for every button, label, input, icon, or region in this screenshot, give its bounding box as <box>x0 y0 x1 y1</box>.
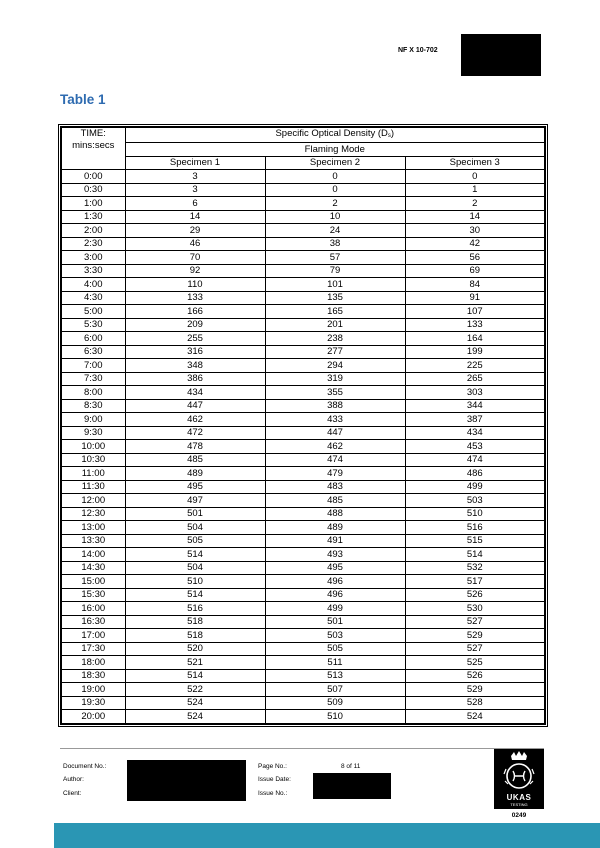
table-row <box>61 305 545 319</box>
time-cell: 14:00 <box>61 548 125 562</box>
specimen-2-cell: 38 <box>265 237 405 251</box>
specimen-3-cell: 69 <box>405 264 545 278</box>
specimen-1-cell: 348 <box>125 359 265 373</box>
specimen-2-cell: 433 <box>265 413 405 427</box>
table-row <box>61 251 545 265</box>
specimen-3-cell: 1 <box>405 183 545 197</box>
issue-info-redaction <box>313 773 391 799</box>
specimen-1-cell: 209 <box>125 318 265 332</box>
time-cell: 1:00 <box>61 197 125 211</box>
time-cell: 20:00 <box>61 710 125 724</box>
table-row <box>61 521 545 535</box>
time-cell: 9:30 <box>61 426 125 440</box>
table-row <box>61 480 545 494</box>
specimen-3-cell: 517 <box>405 575 545 589</box>
table-row <box>61 278 545 292</box>
table-row <box>61 534 545 548</box>
specimen-2-cell: 294 <box>265 359 405 373</box>
table-row <box>61 669 545 683</box>
time-cell: 19:30 <box>61 696 125 710</box>
time-cell: 15:00 <box>61 575 125 589</box>
specimen-1-cell: 14 <box>125 210 265 224</box>
specimen-2-cell: 0 <box>265 170 405 184</box>
specimen-3-cell: 265 <box>405 372 545 386</box>
specimen-1-cell: 510 <box>125 575 265 589</box>
ukas-logo <box>494 749 544 809</box>
table-row <box>61 372 545 386</box>
specimen-1-cell: 485 <box>125 453 265 467</box>
table-row <box>61 588 545 602</box>
time-cell: 9:00 <box>61 413 125 427</box>
specimen-3-cell: 526 <box>405 669 545 683</box>
mode-header: Flaming Mode <box>125 143 545 157</box>
time-cell: 8:00 <box>61 386 125 400</box>
specimen-3-cell: 434 <box>405 426 545 440</box>
time-cell: 8:30 <box>61 399 125 413</box>
specimen-2-cell: 496 <box>265 588 405 602</box>
time-cell: 6:00 <box>61 332 125 346</box>
specimen-1-cell: 504 <box>125 521 265 535</box>
specimen-3-cell: 14 <box>405 210 545 224</box>
specimen-1-header: Specimen 1 <box>125 156 265 170</box>
client-label: Client: <box>63 790 82 797</box>
specimen-3-cell: 516 <box>405 521 545 535</box>
table-row <box>61 183 545 197</box>
table-row <box>61 237 545 251</box>
specimen-1-cell: 521 <box>125 656 265 670</box>
specimen-1-cell: 495 <box>125 480 265 494</box>
footer-band <box>54 823 600 848</box>
specimen-2-cell: 24 <box>265 224 405 238</box>
table-title: Table 1 <box>60 92 106 107</box>
header-redaction <box>461 34 541 76</box>
table-row <box>61 507 545 521</box>
specimen-3-cell: 524 <box>405 710 545 724</box>
specimen-3-cell: 474 <box>405 453 545 467</box>
specimen-3-cell: 514 <box>405 548 545 562</box>
specimen-1-cell: 489 <box>125 467 265 481</box>
specimen-2-cell: 488 <box>265 507 405 521</box>
specimen-2-cell: 496 <box>265 575 405 589</box>
time-cell: 16:30 <box>61 615 125 629</box>
table-row <box>61 561 545 575</box>
specimen-3-cell: 56 <box>405 251 545 265</box>
page-no-label: Page No.: <box>258 763 287 770</box>
table-row <box>61 224 545 238</box>
specimen-2-cell: 238 <box>265 332 405 346</box>
time-cell: 0:30 <box>61 183 125 197</box>
specimen-2-cell: 165 <box>265 305 405 319</box>
table-row <box>61 359 545 373</box>
time-cell: 16:00 <box>61 602 125 616</box>
specimen-3-cell: 133 <box>405 318 545 332</box>
table-row <box>61 426 545 440</box>
specimen-2-header: Specimen 2 <box>265 156 405 170</box>
specimen-2-cell: 2 <box>265 197 405 211</box>
time-cell: 11:00 <box>61 467 125 481</box>
specimen-1-cell: 524 <box>125 696 265 710</box>
specimen-1-cell: 110 <box>125 278 265 292</box>
table-row <box>61 197 545 211</box>
specimen-2-cell: 507 <box>265 683 405 697</box>
standard-code: NF X 10-702 <box>398 47 438 54</box>
table-row <box>61 345 545 359</box>
crown-icon <box>494 749 544 793</box>
document-info-redaction <box>127 760 246 801</box>
footer-divider <box>60 748 544 749</box>
specimen-1-cell: 3 <box>125 183 265 197</box>
specimen-3-cell: 528 <box>405 696 545 710</box>
table-row <box>61 642 545 656</box>
specimen-3-cell: 199 <box>405 345 545 359</box>
specimen-2-cell: 485 <box>265 494 405 508</box>
specimen-3-cell: 453 <box>405 440 545 454</box>
page-no-value: 8 of 11 <box>341 763 361 770</box>
specimen-1-cell: 505 <box>125 534 265 548</box>
specimen-3-header: Specimen 3 <box>405 156 545 170</box>
specimen-1-cell: 524 <box>125 710 265 724</box>
specimen-3-cell: 107 <box>405 305 545 319</box>
specimen-2-cell: 101 <box>265 278 405 292</box>
time-cell: 6:30 <box>61 345 125 359</box>
specimen-1-cell: 462 <box>125 413 265 427</box>
table-row <box>61 453 545 467</box>
specimen-3-cell: 515 <box>405 534 545 548</box>
specimen-2-cell: 513 <box>265 669 405 683</box>
time-cell: 5:30 <box>61 318 125 332</box>
specimen-1-cell: 522 <box>125 683 265 697</box>
specimen-3-cell: 486 <box>405 467 545 481</box>
density-header-close: ) <box>390 128 395 139</box>
table-body <box>61 170 545 724</box>
time-cell: 2:00 <box>61 224 125 238</box>
specimen-1-cell: 472 <box>125 426 265 440</box>
specimen-3-cell: 526 <box>405 588 545 602</box>
specimen-3-cell: 529 <box>405 683 545 697</box>
table-row <box>61 696 545 710</box>
specimen-3-cell: 499 <box>405 480 545 494</box>
table-row <box>61 656 545 670</box>
table-row <box>61 386 545 400</box>
ukas-logo-text: UKAS <box>506 793 532 802</box>
author-label: Author: <box>63 776 84 783</box>
specimen-1-cell: 516 <box>125 602 265 616</box>
table-row <box>61 170 545 184</box>
specimen-2-cell: 483 <box>265 480 405 494</box>
time-cell: 11:30 <box>61 480 125 494</box>
specimen-1-cell: 46 <box>125 237 265 251</box>
specimen-1-cell: 70 <box>125 251 265 265</box>
specimen-3-cell: 527 <box>405 615 545 629</box>
specimen-3-cell: 527 <box>405 642 545 656</box>
specimen-2-cell: 0 <box>265 183 405 197</box>
specimen-1-cell: 514 <box>125 669 265 683</box>
time-cell: 4:30 <box>61 291 125 305</box>
specimen-3-cell: 303 <box>405 386 545 400</box>
time-cell: 13:00 <box>61 521 125 535</box>
specimen-3-cell: 525 <box>405 656 545 670</box>
specimen-1-cell: 166 <box>125 305 265 319</box>
table-row <box>61 629 545 643</box>
time-column-header <box>61 127 125 170</box>
specimen-2-cell: 479 <box>265 467 405 481</box>
document-no-label: Document No.: <box>63 763 107 770</box>
specimen-1-cell: 504 <box>125 561 265 575</box>
specimen-1-cell: 255 <box>125 332 265 346</box>
table-row <box>61 332 545 346</box>
time-cell: 17:30 <box>61 642 125 656</box>
specimen-3-cell: 225 <box>405 359 545 373</box>
time-cell: 10:00 <box>61 440 125 454</box>
table-row <box>61 494 545 508</box>
specimen-2-cell: 355 <box>265 386 405 400</box>
specimen-2-cell: 501 <box>265 615 405 629</box>
table-row <box>61 413 545 427</box>
table-row <box>61 615 545 629</box>
specimen-1-cell: 501 <box>125 507 265 521</box>
specimen-2-cell: 509 <box>265 696 405 710</box>
specimen-3-cell: 84 <box>405 278 545 292</box>
table-row <box>61 291 545 305</box>
optical-density-table <box>60 126 546 725</box>
time-header-line1: TIME: <box>80 128 106 139</box>
time-cell: 17:00 <box>61 629 125 643</box>
density-group-header <box>125 127 545 143</box>
table-row <box>61 548 545 562</box>
density-header-text: Specific Optical Density (D <box>275 128 388 139</box>
specimen-2-cell: 510 <box>265 710 405 724</box>
table-row <box>61 318 545 332</box>
specimen-2-cell: 135 <box>265 291 405 305</box>
issue-date-label: Issue Date: <box>258 776 291 783</box>
specimen-2-cell: 499 <box>265 602 405 616</box>
specimen-1-cell: 434 <box>125 386 265 400</box>
time-cell: 3:00 <box>61 251 125 265</box>
specimen-1-cell: 316 <box>125 345 265 359</box>
specimen-3-cell: 0 <box>405 170 545 184</box>
time-cell: 15:30 <box>61 588 125 602</box>
specimen-3-cell: 2 <box>405 197 545 211</box>
specimen-2-cell: 511 <box>265 656 405 670</box>
specimen-2-cell: 491 <box>265 534 405 548</box>
specimen-1-cell: 6 <box>125 197 265 211</box>
time-cell: 12:00 <box>61 494 125 508</box>
specimen-3-cell: 30 <box>405 224 545 238</box>
specimen-2-cell: 462 <box>265 440 405 454</box>
specimen-2-cell: 201 <box>265 318 405 332</box>
time-cell: 12:30 <box>61 507 125 521</box>
time-cell: 19:00 <box>61 683 125 697</box>
specimen-1-cell: 514 <box>125 548 265 562</box>
time-cell: 18:30 <box>61 669 125 683</box>
specimen-2-cell: 79 <box>265 264 405 278</box>
time-cell: 18:00 <box>61 656 125 670</box>
specimen-3-cell: 532 <box>405 561 545 575</box>
table-row <box>61 683 545 697</box>
time-cell: 10:30 <box>61 453 125 467</box>
ukas-logo-subtext: TESTING <box>510 802 528 807</box>
specimen-1-cell: 29 <box>125 224 265 238</box>
specimen-2-cell: 447 <box>265 426 405 440</box>
specimen-1-cell: 447 <box>125 399 265 413</box>
time-cell: 7:00 <box>61 359 125 373</box>
specimen-3-cell: 503 <box>405 494 545 508</box>
time-cell: 13:30 <box>61 534 125 548</box>
specimen-3-cell: 164 <box>405 332 545 346</box>
specimen-2-cell: 493 <box>265 548 405 562</box>
specimen-1-cell: 133 <box>125 291 265 305</box>
time-cell: 3:30 <box>61 264 125 278</box>
specimen-3-cell: 529 <box>405 629 545 643</box>
ukas-accreditation-number: 0249 <box>511 812 527 819</box>
specimen-1-cell: 92 <box>125 264 265 278</box>
specimen-2-cell: 489 <box>265 521 405 535</box>
specimen-2-cell: 57 <box>265 251 405 265</box>
specimen-1-cell: 497 <box>125 494 265 508</box>
table-row <box>61 467 545 481</box>
time-cell: 1:30 <box>61 210 125 224</box>
specimen-1-cell: 478 <box>125 440 265 454</box>
time-cell: 5:00 <box>61 305 125 319</box>
time-cell: 4:00 <box>61 278 125 292</box>
time-cell: 7:30 <box>61 372 125 386</box>
specimen-3-cell: 510 <box>405 507 545 521</box>
time-header-line2: mins:secs <box>72 140 115 151</box>
specimen-2-cell: 319 <box>265 372 405 386</box>
time-cell: 0:00 <box>61 170 125 184</box>
density-header-subscript: s <box>387 133 391 139</box>
table-row <box>61 710 545 724</box>
specimen-3-cell: 91 <box>405 291 545 305</box>
specimen-2-cell: 277 <box>265 345 405 359</box>
time-cell: 14:30 <box>61 561 125 575</box>
specimen-2-cell: 505 <box>265 642 405 656</box>
table-row <box>61 440 545 454</box>
specimen-1-cell: 518 <box>125 629 265 643</box>
table-row <box>61 602 545 616</box>
table-row <box>61 210 545 224</box>
table-row <box>61 575 545 589</box>
table-row <box>61 399 545 413</box>
specimen-2-cell: 474 <box>265 453 405 467</box>
specimen-2-cell: 503 <box>265 629 405 643</box>
specimen-1-cell: 386 <box>125 372 265 386</box>
specimen-2-cell: 495 <box>265 561 405 575</box>
time-cell: 2:30 <box>61 237 125 251</box>
specimen-3-cell: 344 <box>405 399 545 413</box>
specimen-2-cell: 388 <box>265 399 405 413</box>
specimen-1-cell: 520 <box>125 642 265 656</box>
specimen-1-cell: 3 <box>125 170 265 184</box>
specimen-1-cell: 514 <box>125 588 265 602</box>
specimen-1-cell: 518 <box>125 615 265 629</box>
specimen-2-cell: 10 <box>265 210 405 224</box>
specimen-3-cell: 42 <box>405 237 545 251</box>
table-row <box>61 264 545 278</box>
specimen-3-cell: 530 <box>405 602 545 616</box>
issue-no-label: Issue No.: <box>258 790 288 797</box>
specimen-3-cell: 387 <box>405 413 545 427</box>
